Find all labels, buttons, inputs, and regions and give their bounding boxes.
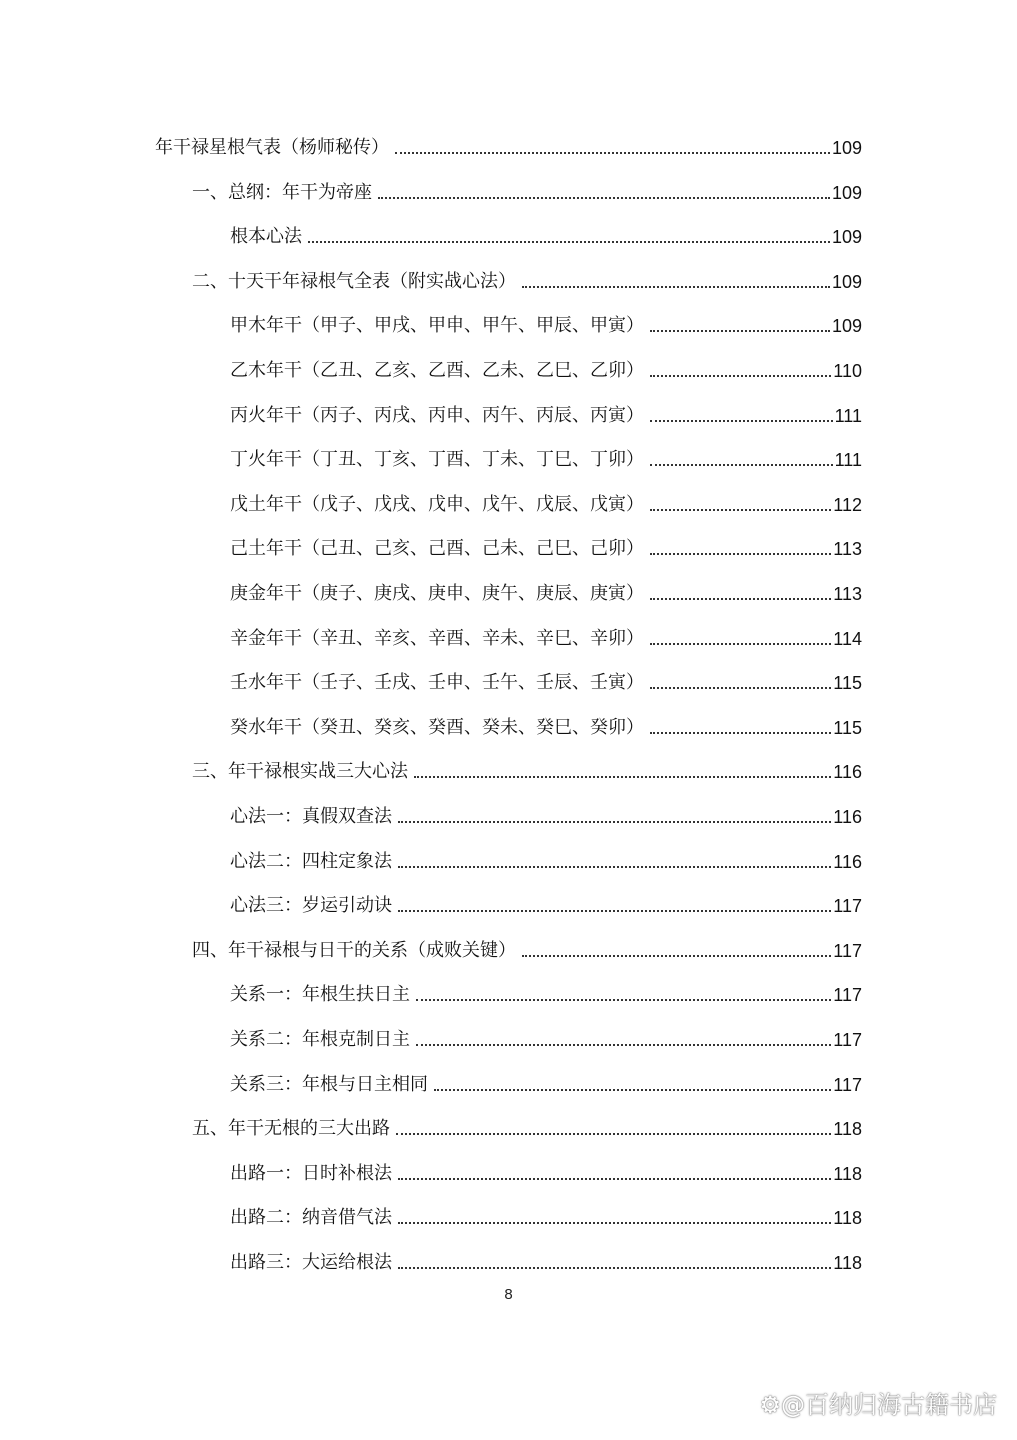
toc-entry[interactable] (230, 338, 862, 382)
toc-entry[interactable] (192, 1096, 862, 1140)
toc-entry[interactable] (230, 650, 862, 694)
toc-entry-title: 二、十天干年禄根气全表（附实战心法） (192, 270, 516, 292)
toc-entry-page: 117 (833, 896, 862, 917)
dot-leader (398, 821, 831, 823)
dot-leader (650, 598, 831, 600)
toc-entry-title: 关系二：年根克制日主 (230, 1029, 410, 1050)
toc-entry[interactable] (230, 472, 862, 516)
dot-leader (398, 866, 831, 868)
dot-leader (522, 286, 830, 288)
dot-leader (650, 643, 831, 645)
toc-entry[interactable] (230, 784, 862, 828)
toc-entry-page: 118 (833, 1208, 862, 1229)
dot-leader (416, 1044, 831, 1046)
toc-entry[interactable] (230, 962, 862, 1006)
toc-entry-page: 112 (833, 494, 862, 515)
toc-entry[interactable] (230, 829, 862, 873)
toc-entry-page: 113 (833, 539, 862, 560)
dot-leader (650, 375, 831, 377)
dot-leader (398, 1178, 831, 1180)
toc-entry-title: 出路一：日时补根法 (230, 1162, 392, 1184)
toc-entry-page: 117 (833, 940, 862, 961)
dot-leader (378, 197, 830, 199)
toc-entry-page: 114 (833, 628, 862, 649)
dot-leader (396, 1133, 831, 1135)
toc-entry-title: 四、年干禄根与日干的关系（成败关键） (192, 939, 516, 961)
toc-entry-page: 110 (833, 361, 862, 381)
dot-leader (522, 955, 831, 957)
toc-entry-page: 116 (833, 807, 862, 827)
toc-entry-title: 根本心法 (230, 226, 302, 248)
toc-entry[interactable] (230, 293, 862, 337)
toc-entry-page: 109 (831, 138, 862, 158)
toc-entry-page: 116 (833, 762, 862, 783)
toc-entry[interactable] (230, 1052, 862, 1096)
dot-leader (650, 420, 833, 422)
watermark: ⚙@百纳归海古籍书店 (759, 1391, 997, 1419)
toc-entry[interactable] (230, 695, 862, 739)
dot-leader (416, 999, 831, 1001)
dot-leader (434, 1089, 831, 1091)
toc-entry-page: 118 (833, 1163, 862, 1184)
toc-entry[interactable] (155, 115, 862, 159)
dot-leader (308, 241, 830, 243)
toc-entry-title: 壬水年干（壬子、壬戌、壬申、壬午、壬辰、壬寅） (230, 672, 644, 694)
toc-entry[interactable] (230, 516, 862, 560)
toc-entry-title: 己土年干（己丑、己亥、己酉、己未、己巳、己卯） (230, 538, 644, 560)
toc-entry[interactable] (192, 249, 862, 293)
toc-entry[interactable] (230, 561, 862, 605)
toc-entry[interactable] (230, 427, 862, 471)
toc-entry[interactable] (192, 160, 862, 204)
toc-entry-title: 乙木年干（乙丑、乙亥、乙酉、乙未、乙巳、乙卯） (230, 360, 644, 381)
toc-entry-page: 118 (833, 1253, 862, 1273)
dot-leader (650, 687, 831, 689)
toc-entry-page: 117 (833, 985, 862, 1006)
toc-entry-page: 109 (831, 316, 862, 337)
toc-entry-page: 115 (833, 717, 862, 738)
toc-entry-title: 一、总纲：年干为帝座 (192, 181, 372, 203)
toc-entry-page: 109 (831, 182, 862, 203)
toc-entry-title: 三、年干禄根实战三大心法 (192, 761, 408, 783)
toc-entry[interactable] (230, 1185, 862, 1229)
toc-entry-title: 甲木年干（甲子、甲戌、甲申、甲午、甲辰、甲寅） (230, 315, 644, 337)
toc-entry[interactable] (230, 204, 862, 248)
toc-entry-title: 关系一：年根生扶日主 (230, 984, 410, 1006)
toc-entry-page: 115 (833, 673, 862, 694)
toc-entry-title: 出路二：纳音借气法 (230, 1207, 392, 1229)
toc-entry-page: 117 (833, 1030, 862, 1050)
dot-leader (398, 1267, 831, 1269)
dot-leader (650, 509, 831, 511)
toc-entry-title: 庚金年干（庚子、庚戌、庚申、庚午、庚辰、庚寅） (230, 583, 644, 604)
toc-entry-title: 丙火年干（丙子、丙戌、丙申、丙午、丙辰、丙寅） (230, 404, 644, 426)
toc-entry-title: 戊土年干（戊子、戊戌、戊申、戊午、戊辰、戊寅） (230, 493, 644, 515)
dot-leader (650, 464, 833, 466)
toc-entry-title: 年干禄星根气表（杨师秘传） (155, 137, 389, 158)
toc-entry[interactable] (192, 739, 862, 783)
toc-entry-page: 111 (834, 405, 862, 426)
toc-entry-page: 109 (831, 227, 862, 248)
dot-leader (650, 330, 830, 332)
toc-entry-title: 五、年干无根的三大出路 (192, 1118, 390, 1140)
toc-entry-title: 出路三：大运给根法 (230, 1252, 392, 1273)
toc-entry[interactable] (230, 1007, 862, 1051)
toc-entry[interactable] (230, 1230, 862, 1274)
toc-entry[interactable] (192, 918, 862, 962)
dot-leader (398, 1222, 831, 1224)
page-number: 8 (504, 1286, 513, 1303)
dot-leader (395, 152, 830, 154)
toc-entry-title: 心法三：岁运引动诀 (230, 895, 392, 917)
dot-leader (414, 776, 831, 778)
toc-entry[interactable] (230, 873, 862, 917)
toc-entry-page: 118 (833, 1119, 862, 1140)
dot-leader (650, 732, 831, 734)
toc-entry-title: 辛金年干（辛丑、辛亥、辛酉、辛未、辛巳、辛卯） (230, 627, 644, 649)
dot-leader (398, 910, 831, 912)
toc-entry-title: 癸水年干（癸丑、癸亥、癸酉、癸未、癸巳、癸卯） (230, 716, 644, 738)
toc-entry-page: 116 (833, 851, 862, 872)
dot-leader (650, 553, 831, 555)
toc-entry[interactable] (230, 606, 862, 650)
toc-entry-title: 心法一：真假双查法 (230, 806, 392, 827)
toc-entry-title: 丁火年干（丁丑、丁亥、丁酉、丁未、丁巳、丁卯） (230, 449, 644, 471)
toc-entry-title: 关系三：年根与日主相同 (230, 1073, 428, 1095)
toc-entry[interactable] (230, 383, 862, 427)
toc-entry[interactable] (230, 1141, 862, 1185)
toc-entry-page: 117 (833, 1074, 862, 1095)
toc-entry-title: 心法二：四柱定象法 (230, 850, 392, 872)
toc-entry-page: 113 (833, 584, 862, 604)
toc-entry-page: 111 (834, 450, 862, 471)
toc-entry-page: 109 (831, 271, 862, 292)
